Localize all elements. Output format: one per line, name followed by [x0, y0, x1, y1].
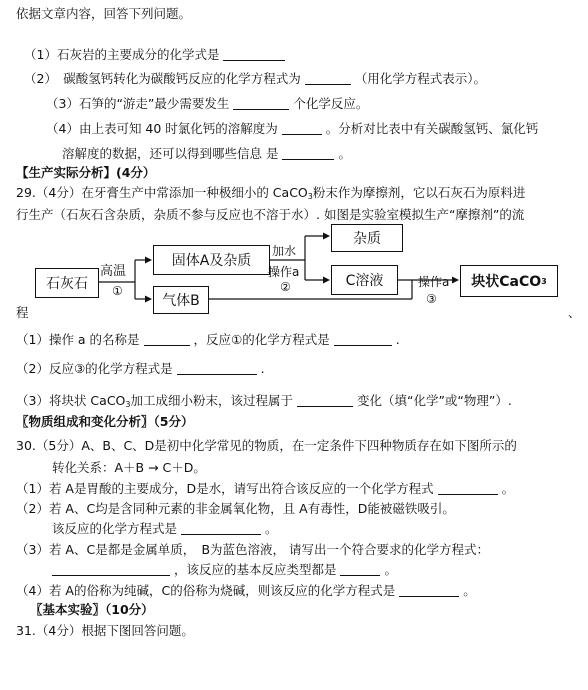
arrowhead-icon [145, 296, 152, 303]
arrowhead-icon [323, 233, 330, 240]
subscript: 3 [125, 400, 131, 409]
flow-box-label: 石灰石 [46, 276, 88, 292]
question-text: 。 [338, 146, 351, 161]
flow-box-impurity [331, 224, 403, 252]
flow-box-limestone [35, 268, 99, 298]
question-text: （1）操作 a 的名称是 [16, 332, 140, 347]
question-text: . [395, 332, 400, 347]
answer-blank[interactable] [297, 394, 353, 407]
question-line [16, 360, 265, 378]
question-text: （4）由上表可知 40 时氯化钙的溶解度为 [46, 121, 278, 136]
question-line [16, 331, 400, 349]
flow-box-gas [153, 286, 209, 314]
answer-blank[interactable] [144, 333, 190, 346]
intro-text: 依据文章内容，回答下列问题。 [16, 6, 192, 21]
flow-box-label: C溶液 [345, 273, 384, 289]
operation-label: 操作a [268, 265, 300, 279]
flow-box-solid [153, 245, 270, 275]
question-line: 行生产（石灰石含杂质，杂质不参与反应也不溶于水）. 如图是实验室模拟生产“摩擦剂”的流 [16, 207, 525, 222]
question-text: 加工成细小粉末，该过程属于 [130, 393, 293, 408]
question-text: 。 [384, 562, 397, 577]
subscript: 3 [541, 276, 547, 286]
condition-label: 高温 [100, 264, 127, 279]
question-line [52, 561, 397, 579]
question-text: 。 [264, 521, 278, 536]
question-text: 粉末作为摩擦剂，它以石灰石为原料进 [312, 185, 526, 200]
section-heading: 【生产实际分析】(4分） [16, 165, 156, 180]
question-line: （2）若 A、C均是含同种元素的非金属氧化物，且 A有毒性，D能被磁铁吸引。 [16, 501, 455, 516]
answer-blank[interactable] [52, 563, 170, 576]
question-text: ，该反应的基本反应类型都是 [173, 562, 337, 577]
flow-box-label: 固体A及杂质 [171, 253, 252, 269]
question-text: （3）石笋的“游走”最少需要发生 [46, 96, 230, 111]
question-text: ，反应①的化学方程式是 [193, 332, 330, 347]
flow-box-label: 块状CaCO [471, 274, 542, 290]
operation-label: 加水 [272, 244, 297, 258]
question-text: 。 [501, 481, 515, 496]
question-text: 29.（4分）在牙膏生产中常添加一种极细小的 CaCO [16, 185, 308, 200]
answer-blank[interactable] [334, 333, 392, 346]
question-line [16, 582, 476, 600]
section-heading: 〖物质组成和变化分析〗（5分） [16, 414, 194, 429]
arrowhead-icon [145, 257, 152, 264]
operation-label: 操作a [418, 275, 450, 289]
question-text: 个化学反应。 [293, 96, 369, 111]
question-text: 。分析对比表中有关碳酸氢钙、氯化钙 [325, 121, 539, 136]
question-line [52, 520, 278, 538]
step-number: ① [112, 284, 123, 298]
question-line: 30.（5分）A、B、C、D是初中化学常见的物质，在一定条件下四种物质存在如下图所示的 [16, 438, 517, 453]
step-number: ② [280, 280, 291, 294]
question-text: （2）反应③的化学方程式是 [16, 361, 173, 376]
question-text: （3）将块状 CaCO [16, 393, 126, 408]
question-line [16, 392, 512, 414]
question-text: 该反应的化学方程式是 [52, 521, 178, 536]
question-text: （4）若 A的俗称为纯碱，C的俗称为烧碱，则该反应的化学方程式是 [16, 583, 396, 598]
question-text: 。 [463, 583, 476, 598]
stray-mark: 、 [568, 305, 581, 320]
answer-blank[interactable] [438, 482, 498, 495]
question-text: 程 [16, 305, 29, 320]
answer-blank[interactable] [399, 584, 459, 597]
question-line [16, 480, 514, 498]
subscript: 3 [307, 192, 313, 201]
flow-box-label: 杂质 [353, 231, 381, 247]
question-text: 变化（填“化学”或“物理”）. [356, 393, 512, 408]
question-line: 转化关系：A＋B → C＋D。 [52, 460, 206, 475]
question-text: （用化学方程式表示）。 [354, 71, 486, 86]
answer-blank[interactable] [340, 563, 380, 576]
flow-box-product [460, 265, 558, 297]
answer-blank[interactable] [181, 522, 261, 535]
question-text: 溶解度的数据，还可以得到哪些信息 是 [62, 146, 279, 161]
question-text: （1）若 A是胃酸的主要成分，D是水，请写出符合该反应的一个化学方程式 [16, 481, 434, 496]
question-text: . [260, 361, 265, 376]
question-line: （3）若 A、C是都是金属单质， B为蓝色溶液， 请写出一个符合要求的化学方程式： [16, 542, 490, 557]
answer-blank[interactable] [177, 362, 257, 375]
flow-box-label: 气体B [162, 293, 200, 309]
arrowhead-icon [452, 277, 459, 284]
question-text: （2） 碳酸氢钙转化为碳酸钙反应的化学方程式为 [24, 71, 301, 86]
question-line: 31.（4分）根据下图回答问题。 [16, 623, 194, 638]
section-heading: 〖基本实验〗（10分） [30, 602, 154, 617]
arrowhead-icon [323, 277, 330, 284]
question-text: （1）石灰岩的主要成分的化学式是 [24, 47, 220, 62]
step-number: ③ [426, 292, 437, 306]
flow-box-c-solution [331, 265, 398, 295]
